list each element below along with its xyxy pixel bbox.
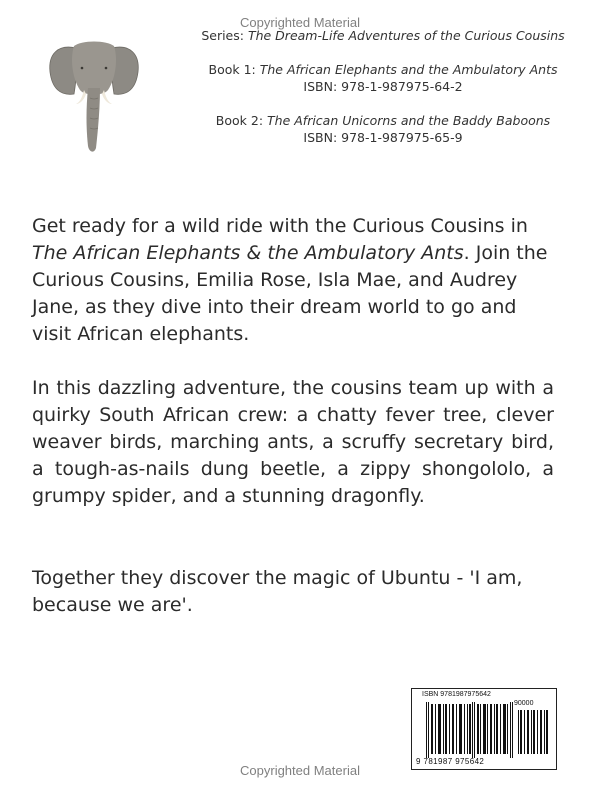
copyright-watermark-top: Copyrighted Material xyxy=(240,15,360,30)
book-2-isbn: ISBN: 978-1-987975-65-9 xyxy=(303,130,463,145)
series-prefix: Series: xyxy=(201,28,244,43)
book-1-label: Book 1: xyxy=(208,62,256,77)
barcode-icon xyxy=(416,698,552,758)
blurb-p1-book-title: The African Elephants & the Ambulatory Ants xyxy=(32,242,464,264)
book-2-line xyxy=(190,112,576,129)
barcode-isbn-text: ISBN 9781987975642 xyxy=(422,691,491,698)
blurb-p1-end: . Join the Curious Cousins, Emilia Rose, Isla Mae, and Audrey Jane, as they dive into their dream world to go and visit African elephants. xyxy=(32,242,548,345)
barcode-box xyxy=(411,688,557,770)
copyright-watermark-bottom: Copyrighted Material xyxy=(240,763,360,778)
series-title: The Dream-Life Adventures of the Curious Cousins xyxy=(247,28,565,43)
blurb-paragraph-2: In this dazzling adventure, the cousins team up with a quirky South African crew: a chatty fever tree, clever weaver birds, marching ants, a scruffy secretary bird, a tough-as-nails dung beetle, a zippy shongololo, a grumpy spider, and a stunning dragonfly. xyxy=(32,377,554,507)
blurb-p1-start: Get ready for a wild ride with the Curious Cousins in xyxy=(32,215,528,237)
blurb-paragraph-3: Together they discover the magic of Ubuntu - 'I am, because we are'. xyxy=(32,567,523,616)
barcode-digits: 9 781987 975642 xyxy=(416,757,485,766)
book-1-isbn: ISBN: 978-1-987975-64-2 xyxy=(303,79,463,94)
elephant-illustration xyxy=(46,38,142,156)
series-line xyxy=(190,27,576,44)
book-2-title: The African Unicorns and the Baddy Baboons xyxy=(267,113,551,128)
book-2-label: Book 2: xyxy=(215,113,264,128)
barcode-price-code: 90000 xyxy=(514,700,534,707)
series-info xyxy=(190,27,576,146)
book-1-line xyxy=(190,61,576,78)
blurb-paragraph-1 xyxy=(32,213,554,348)
book-1-title: The African Elephants and the Ambulatory Ants xyxy=(259,62,558,77)
